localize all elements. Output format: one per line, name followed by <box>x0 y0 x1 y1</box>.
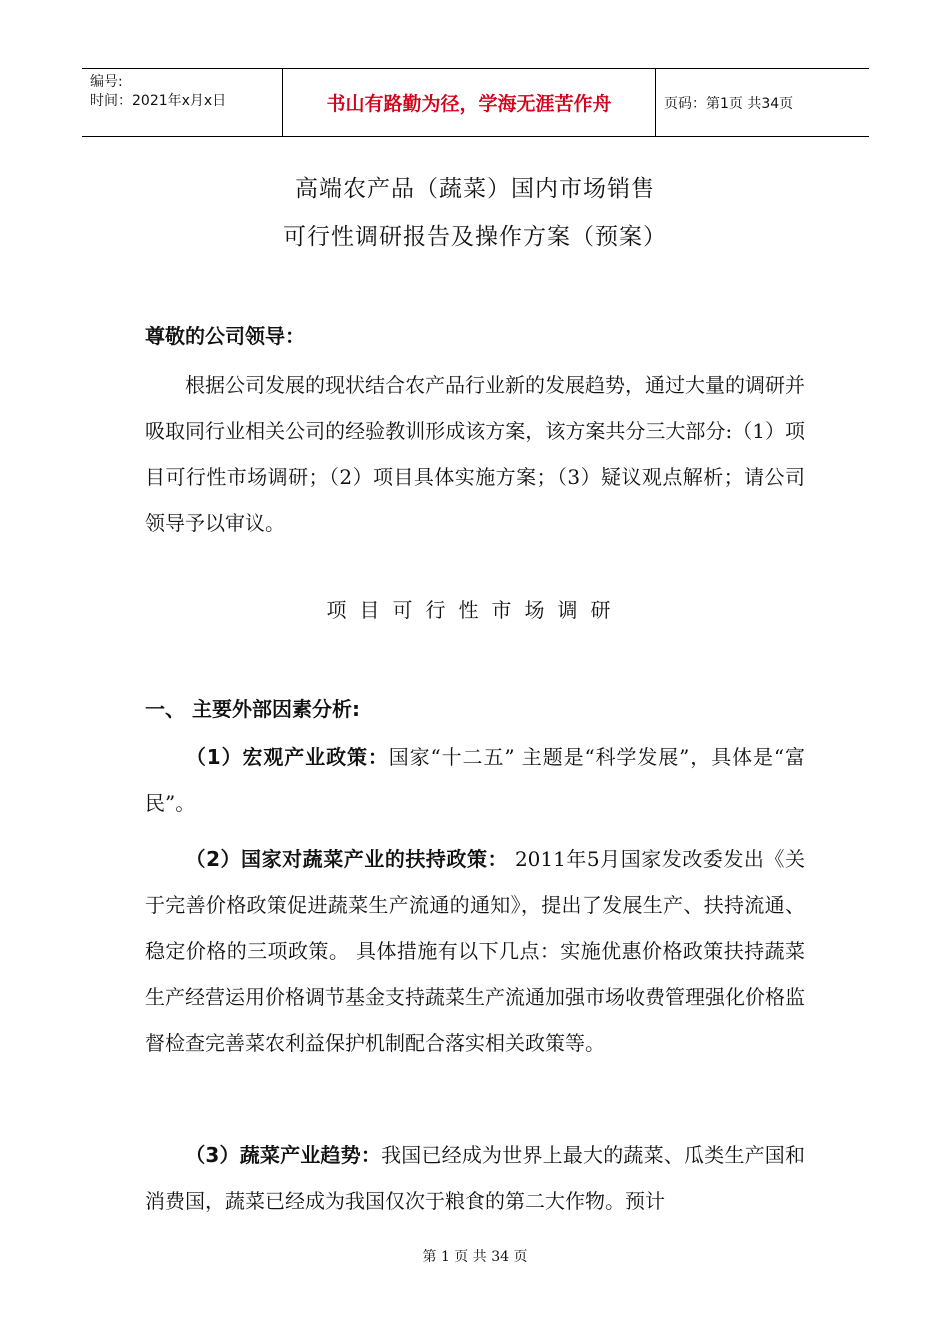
item-label: （2）国家对蔬菜产业的扶持政策： <box>185 847 509 871</box>
number-label: 编号: <box>90 74 123 90</box>
intro-paragraph <box>145 362 805 546</box>
page-code: 页码：第1页 共34页 <box>664 96 794 112</box>
time-label: 时间：2021年x月x日 <box>90 93 227 109</box>
heading-external-factors: 一、 主要外部因素分析: <box>145 697 360 721</box>
item-text: 我国已经成为世界上最大的蔬菜、瓜类生产国和消费国，蔬菜已经成为我国仅次于粮食的第二大作物。预计 <box>145 1143 805 1213</box>
item-text: 国家“十二五” 主题是“科学发展”，具体是“富民”。 <box>145 745 805 815</box>
item-text: 2011年5月国家发改委发出《关于完善价格政策促进蔬菜生产流通的通知》，提出了发展生产、扶持流通、稳定价格的三项政策。 具体措施有以下几点：实施优惠价格政策扶持蔬菜生产经营运用价格调节基金支持蔬菜生产流通加强市场收费管理强化价格监督检查完善菜农利益保护机制配合落实相关政策等。 <box>145 847 806 1055</box>
header-table <box>82 68 869 137</box>
item-label: （3）蔬菜产业趋势： <box>185 1143 382 1167</box>
document-title-line1: 高端农产品（蔬菜）国内市场销售 <box>295 176 655 202</box>
item-industry-trend <box>145 1132 805 1224</box>
item-support-policy <box>145 836 805 1066</box>
greeting: 尊敬的公司领导： <box>145 324 305 348</box>
item-macro-policy <box>145 734 805 826</box>
section-title: 项目可行性市场调研 <box>326 598 624 622</box>
intro-text: 根据公司发展的现状结合农产品行业新的发展趋势，通过大量的调研并吸取同行业相关公司的经验教训形成该方案，该方案共分三大部分:（1）项目可行性市场调研；（2）项目具体实施方案；（3）疑议观点解析；请公司领导予以审议。 <box>145 373 805 535</box>
motto: 书山有路勤为径，学海无涯苦作舟 <box>283 69 656 136</box>
item-label: （1）宏观产业政策： <box>185 745 389 769</box>
document-title-line2: 可行性调研报告及操作方案（预案） <box>283 224 667 250</box>
page-footer: 第 1 页 共 34 页 <box>422 1249 528 1265</box>
header-info-cell <box>82 69 283 136</box>
